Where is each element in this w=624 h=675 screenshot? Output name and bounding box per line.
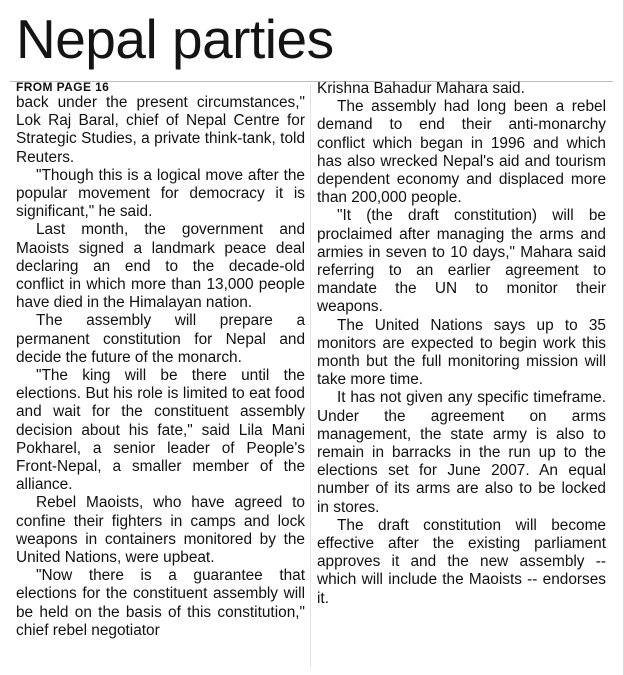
paragraph: "It (the draft constitution) will be proclaimed after managing the arms and armies in seven to 10 days," Mahara said referring to an earlier agreement to mandate the UN to monitor their weapons. <box>317 207 606 316</box>
paragraph: Last month, the government and Maoists signed a landmark peace deal declaring an end to the decade-old conflict in which more than 13,000 people have died in the Himalayan nation. <box>16 221 305 312</box>
paragraph: back under the present circumstances," Lok Raj Baral, chief of Nepal Centre for Strategic Studies, a private think-tank, told Reuters. <box>16 94 305 166</box>
paragraph: Krishna Bahadur Mahara said. <box>317 80 525 97</box>
paragraph: The United Nations says up to 35 monitors are expected to begin work this month but the full monitoring mission will take more time. <box>317 316 606 389</box>
left-column <box>16 80 305 640</box>
paragraph: It has not given any specific timeframe. Under the agreement on arms management, the state army is also to remain in barracks in the run up to the elections set for June 2007. An equal number of its arms are also to be locked in stores. <box>317 389 606 516</box>
paragraph: The draft constitution will become effective after the existing parliament approves it and the new assembly -- which will include the Maoists -- endorses it. <box>317 516 606 607</box>
paragraph: "Though this is a logical move after the popular movement for democracy it is significant," he said. <box>16 166 305 221</box>
paragraph: "Now there is a guarantee that elections for the constituent assembly will be held on the basis of this constitution," chief rebel negotiator <box>16 567 305 639</box>
paragraph: "The king will be there until the elections. But his role is limited to eat food and wait for the constituent assembly decision about his fate," said Lila Mani Pokharel, a senior leader of People's Front-Nepal, a smaller member of the alliance. <box>16 367 305 494</box>
paragraph: The assembly had long been a rebel demand to end their anti-monarchy conflict which began in 1996 and which has also wrecked Nepal's aid and tourism dependent economy and displaced more than 200,000 people. <box>317 98 606 207</box>
paragraph: Rebel Maoists, who have agreed to confine their fighters in camps and lock weapons in containers monitored by the United Nations, were upbeat. <box>16 494 305 567</box>
column-divider <box>310 84 311 667</box>
paragraph: The assembly will prepare a permanent constitution for Nepal and decide the future of the monarch. <box>16 312 305 366</box>
headline: Nepal parties <box>16 8 334 70</box>
right-column <box>317 80 606 608</box>
kicker: FROM PAGE 16 <box>16 80 110 94</box>
